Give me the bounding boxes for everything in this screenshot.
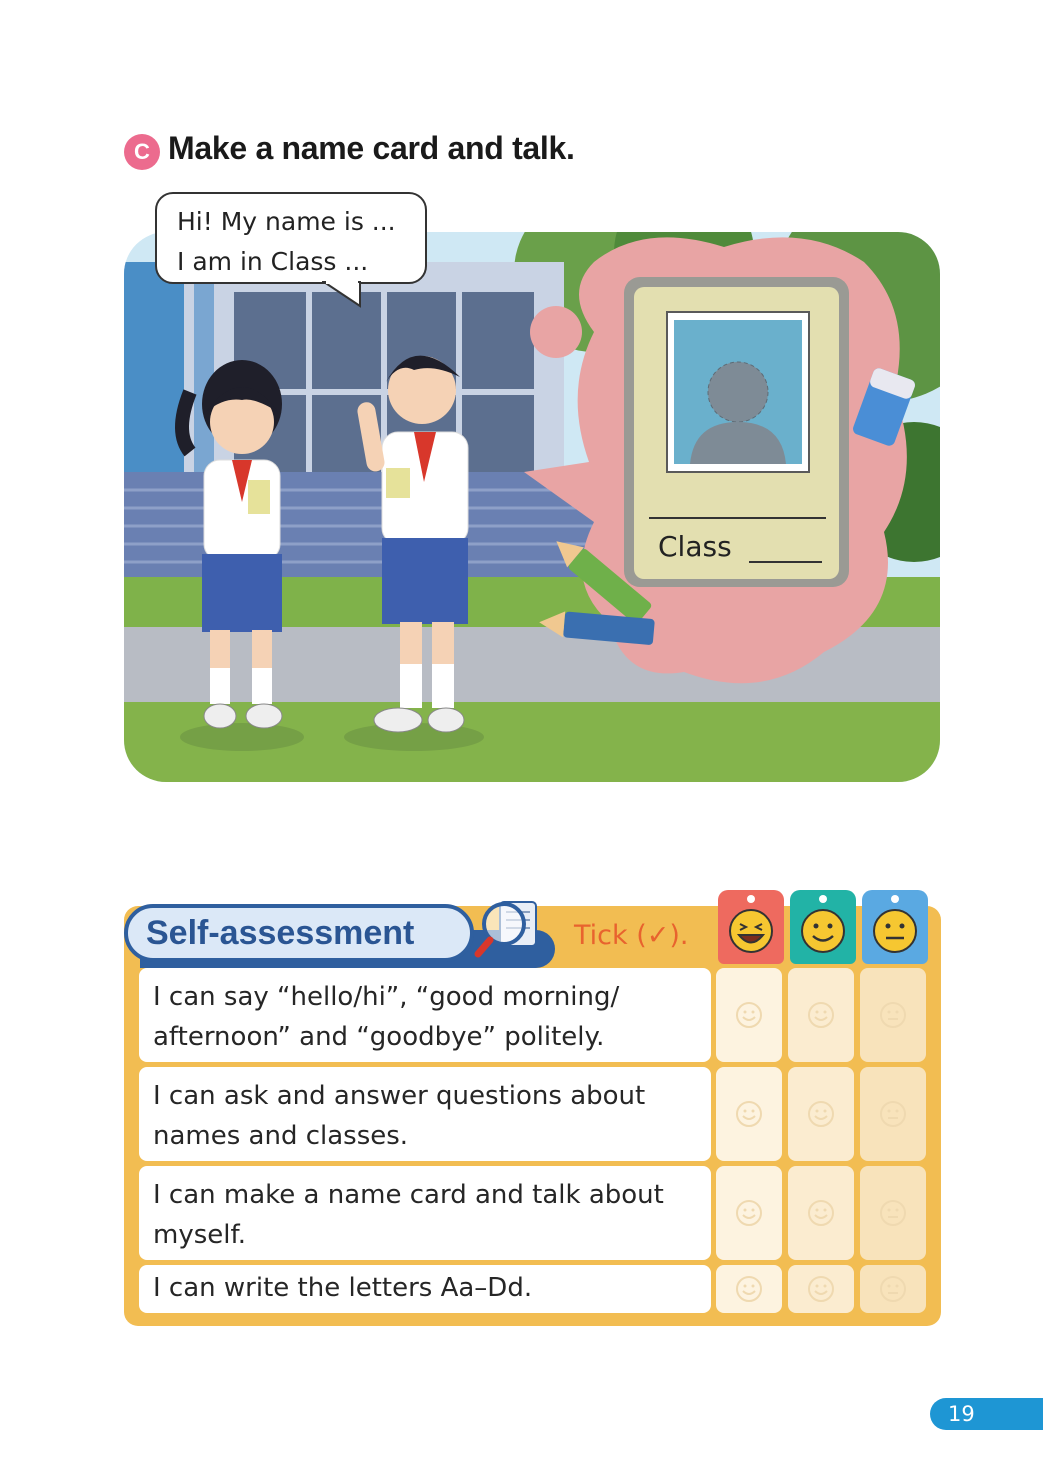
tick-cell-very-happy-face[interactable] xyxy=(716,1265,782,1313)
tick-cell-neutral-face[interactable] xyxy=(860,968,926,1062)
statement-line: I can make a name card and talk about xyxy=(153,1180,664,1210)
smiling-face-watermark-icon xyxy=(807,1199,835,1227)
very-happy-face-tag xyxy=(718,890,784,964)
tick-cell-smiling-face[interactable] xyxy=(788,1067,854,1161)
smiling-face-tag xyxy=(790,890,856,964)
section-badge: C xyxy=(124,134,160,170)
statement-row xyxy=(139,968,711,1062)
speech-line-1: Hi! My name is ... xyxy=(177,207,396,236)
tick-cell-very-happy-face[interactable] xyxy=(716,1166,782,1260)
tick-cell-neutral-face[interactable] xyxy=(860,1067,926,1161)
tick-cell-neutral-face[interactable] xyxy=(860,1265,926,1313)
very-happy-face-icon xyxy=(728,908,774,954)
statement-row xyxy=(139,1265,711,1313)
statement-line: names and classes. xyxy=(153,1121,409,1151)
speech-line-2: I am in Class ... xyxy=(177,247,369,276)
smiling-face-icon xyxy=(800,908,846,954)
speech-bubble xyxy=(155,192,427,284)
very-happy-face-watermark-icon xyxy=(735,1199,763,1227)
tick-cell-smiling-face[interactable] xyxy=(788,1166,854,1260)
statement-row xyxy=(139,1166,711,1260)
illustration-scene xyxy=(124,232,940,782)
name-card-class-label: Class xyxy=(658,530,732,563)
magnifier-checklist-icon xyxy=(470,896,542,960)
page-number: 19 xyxy=(930,1398,1043,1430)
very-happy-face-watermark-icon xyxy=(735,1001,763,1029)
very-happy-face-watermark-icon xyxy=(735,1100,763,1128)
statement-line: I can ask and answer questions about xyxy=(153,1081,646,1111)
tick-cell-very-happy-face[interactable] xyxy=(716,968,782,1062)
statement-line: afternoon” and “goodbye” politely. xyxy=(153,1022,605,1052)
statement-row xyxy=(139,1067,711,1161)
tick-cell-smiling-face[interactable] xyxy=(788,968,854,1062)
statement-line: I can write the letters Aa–Dd. xyxy=(153,1273,533,1303)
neutral-face-watermark-icon xyxy=(879,1001,907,1029)
neutral-face-icon xyxy=(872,908,918,954)
smiling-face-watermark-icon xyxy=(807,1100,835,1128)
statement-line: myself. xyxy=(153,1220,247,1250)
tick-cell-neutral-face[interactable] xyxy=(860,1166,926,1260)
neutral-face-watermark-icon xyxy=(879,1100,907,1128)
tick-cell-very-happy-face[interactable] xyxy=(716,1067,782,1161)
very-happy-face-watermark-icon xyxy=(735,1275,763,1303)
smiling-face-watermark-icon xyxy=(807,1275,835,1303)
tick-cell-smiling-face[interactable] xyxy=(788,1265,854,1313)
smiling-face-watermark-icon xyxy=(807,1001,835,1029)
neutral-face-tag xyxy=(862,890,928,964)
speech-tail xyxy=(322,280,366,310)
neutral-face-watermark-icon xyxy=(879,1275,907,1303)
tick-instruction: Tick (✓). xyxy=(574,920,689,951)
neutral-face-watermark-icon xyxy=(879,1199,907,1227)
self-assessment-title: Self-assessment xyxy=(124,904,474,962)
activity-title: Make a name card and talk. xyxy=(168,130,575,166)
statement-line: I can say “hello/hi”, “good morning/ xyxy=(153,982,620,1012)
